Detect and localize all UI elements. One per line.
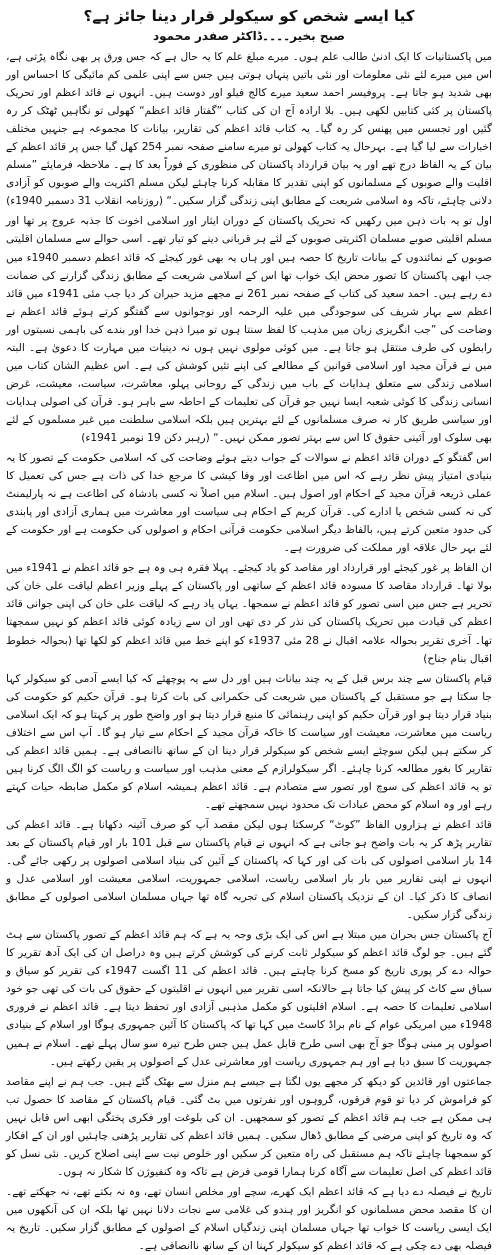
article-paragraph: ان الفاظ پر غور کیجئے اور قرارداد اور مقاصد کو یاد کیجئے۔ پہلا فقرہ ہی وہ ہے جو قائد اعظم نے 1941ء میں بولا تھا۔ قرارداد مقاصد کا مسودہ قائد اعظم کے ساتھی اور پاکستان کے پہلے وزیر اعظم لیاقت علی خان کی تحریر ہے جس میں اسی تصور کو قائد اعظم نے سمجھا۔ یہاں یاد رہے کہ لیاقت علی خان کی اپنی جوانی قائد اعظم کی قیادت میں تحریک پاکستان کی نذر کر دی تھی اور ان سے زیادہ کوئی قائد اعظم کو نہیں سمجھتا تھا۔ آخری تقریر بحوالہ علامہ اقبال نے 28 مئی 1937ء کو اپنے خط میں قائد اعظم کو لکھا تھا (بحوالہ خطوط اقبال بنام جناح)	[6, 562, 492, 665]
article-paragraph: قائد اعظم نے ہزاروں الفاظ ”کوٹ“ کرسکتا ہوں لیکن مقصد آپ کو صرف آئینہ دکھانا ہے۔ قائد اعظم کی تقاریر پڑھ کر یہ بات واضح ہو جاتی ہے کہ انہوں نے قیام پاکستان سے قبل 101 بار اور قیام پاکستان کے بعد 14 بار اسلامی اصولوں کی بات کی اور کہا کہ پاکستان کے آئین کی بنیاد اسلامی اصولوں پر رکھی جائے گی۔ انہوں نے اپنی تقاریر میں بار بار اسلامی ریاست، اسلامی جمہوریت، اسلامی معیشت اور اسلامی عدل و انصاف کا ذکر کیا۔ ان کے نزدیک پاکستان اسلام کی تجربہ گاہ تھا جہاں مسلمان اسلامی اصولوں کے مطابق زندگی گزار سکیں۔	[6, 818, 492, 922]
article-paragraph: قیام پاکستان سے چند برس قبل کے یہ چند بیانات ہیں اور دل سے یہ پوچھئے کہ کیا ایسے آدمی کو سیکولر کہا جا سکتا ہے جو مستقبل کے پاکستان میں شریعت کی حکمرانی کی بات کرتا ہو۔ قرآن حکیم کو حکومت کی بنیاد قرار دیتا ہو اور قرآن حکیم کو اپنی رہنمائی کا منبع قرار دیتا ہو اور واضح طور پر کہتا ہو کہ ایک اسلامی ریاست میں معاشرت، معیشت اور سیاست کا خاکہ قرآن مجید کے احکام سے تیار ہو گا۔ آپ اس سے اختلاف کر سکتے ہیں لیکن سوچئے ایسے شخص کو سیکولر قرار دینا ان کے ساتھ ناانصافی ہے۔ ہمیں قائد اعظم کی تقاریر کا بغور مطالعہ کرنا چاہئے۔ اگر سیکولرازم کے معنی مذہب اور سیاست و ریاست کو الگ الگ کرنا ہیں تو یہ قائد اعظم کی سوچ اور تصور سے متصادم ہے۔ قائد اعظم ہمیشہ اسلام کو مکمل ضابطہ حیات کہتے رہے اور وہ اسلام کو محض عبادات تک محدود نہیں سمجھتے تھے۔	[6, 672, 492, 811]
article-headline: کیا ایسے شخص کو سیکولر قرار دینا جائز ہے؟	[83, 7, 415, 25]
article-paragraph: آج پاکستان جس بحران میں مبتلا ہے اس کی ایک بڑی وجہ یہ ہے کہ ہم قائد اعظم کے تصور پاکستان سے ہٹ گئے ہیں۔ جو لوگ قائد اعظم کو سیکولر ثابت کرنے کی کوشش کرتے ہیں وہ دراصل ان کی ایک آدھ تقریر کا حوالہ دے کر پوری تاریخ کو مسخ کرنا چاہتے ہیں۔ قائد اعظم کی 11 اگست 1947ء کی تقریر کو سیاق و سباق سے کاٹ کر پیش کیا جاتا ہے حالانکہ اسی تقریر میں انہوں نے اقلیتوں کے حقوق کی بات کی تھی جو خود اسلامی تعلیمات کا حصہ ہے۔ اسلام اقلیتوں کو مکمل مذہبی آزادی اور تحفظ دیتا ہے۔ قائد اعظم نے فروری 1948ء میں امریکی عوام کے نام براڈ کاسٹ میں کہا تھا کہ پاکستان کا آئین جمہوری ہوگا اور اسلام کے بنیادی اصولوں پر مبنی ہوگا جو آج بھی اسی طرح قابل عمل ہیں جس طرح تیرہ سو سال پہلے تھے۔ اسلام نے ہمیں جمہوریت کا سبق دیا ہے اور ہم جمہوری ریاست اور معاشرتی عدل کے اصولوں پر یقین رکھتے ہیں۔	[6, 929, 493, 1068]
article-paragraph: میں پاکستانیات کا ایک ادنیٰ طالب علم ہوں۔ میرے مبلغ علم کا یہ حال ہے کہ جس ورق پر بھی نگاہ پڑتی ہے، اس میں میرے لئے نئی معلومات اور نئی باتیں پنہاں ہوتی ہیں جس سے اپنی علمی کم مائیگی کا احساس اور بھی شدید ہو جاتا ہے۔ پروفیسر احمد سعید میرے کالج فیلو اور دوست ہیں۔ انہوں نے قائد اعظم اور تحریک پاکستان پر کئی کتابیں لکھی ہیں۔ بلا ارادہ آج ان کی کتاب ”گفتار قائد اعظم“ کھولی تو نگاہیں ٹھٹک کر رہ گئیں اور تجسس میں پھنس کر رہ گیا۔ یہ کتاب قائد اعظم کی تقاریر، بیانات کا مجموعہ ہے جنہیں مختلف اخبارات سے لیا گیا ہے۔ بہرحال یہ کتاب کھولی تو میرے سامنے صفحہ نمبر 254 کھل گیا جس پر قائد اعظم کے بیان کے یہ الفاظ درج تھے اور یہ بیان قرارداد پاکستان کی منظوری کے فوراً بعد کا ہے۔ ملاحظہ فرمایئے ”مسلم اقلیت والے صوبوں کے مسلمانوں کو اپنی تقدیر کا مقابلہ کرنا چاہئے لیکن مسلم اکثریت والے صوبوں کو آزادی دلانی چاہئے، تاکہ وہ اسلامی شریعت کے مطابق اپنی زندگی گزار سکیں۔“ (روزنامہ انقلاب 31 دسمبر 1940ء)	[6, 51, 492, 208]
article-paragraph: جماعتوں اور قائدین کو دیکھ کر مجھے یوں لگتا ہے جیسے ہم منزل سے بھٹک گئے ہیں۔ جب ہم نے اپنے مقاصد کو فراموش کر دیا تو قوم فرقوں، گروہوں اور نفرتوں میں بٹ گئی۔ قیام پاکستان کے مقاصد کا حصول تب ہی ممکن ہے جب ہم قائد اعظم کے تصور کو سمجھیں۔ ان کی بلوغت اور فکری پختگی ابھی اس قابل نہیں کہ وہ تاریخ کو اپنی مرضی کے مطابق ڈھال سکیں۔ ہمیں قائد اعظم کی تقاریر پڑھنی چاہئیں اور ان کے افکار کو سمجھنا چاہئے تاکہ ہم مستقبل کی راہ متعین کر سکیں اور خلوص نیت سے اپنی اصلاح کریں۔ نئی نسل کو قائد اعظم کی اصل تعلیمات سے آگاہ کرنا ہمارا قومی فرض ہے تاکہ وہ کنفیوژن کا شکار نہ ہوں۔	[6, 1075, 492, 1178]
article-paragraph: اول تو یہ بات ذہن میں رکھیں کہ تحریک پاکستان کے دوران ایثار اور اسلامی اخوت کا جذبہ عروج پر تھا اور مسلم اقلیتی صوبے مسلمان اکثریتی صوبوں کے لئے ہر قربانی دینے کو تیار تھے۔ اسی حوالے سے مسلمان اقلیتی صوبوں کے نمائندوں کے بیانات تاریخ کا حصہ ہیں اور ہاں یہ بھی غور کیجئے کہ قائد اعظم دسمبر 1940ء میں جب ابھی پاکستان کا تصور محض ایک خواب تھا اس کے اسلامی شریعت کے مطابق زندگی گزارنے کی ضمانت دے رہے ہیں۔ احمد سعید کی کتاب کے صفحہ نمبر 261 نے مجھے مزید حیران کر دیا جب مئی 1941ء میں قائد اعظم سے بہار شریف کی سوجودگی میں علیہ الرحمہ اور نوجوانوں سے گفتگو کرتے ہوئے قائد اعظم نے وضاحت کی ”جب انگریزی زبان میں مذہب کا لفظ سنتا ہوں تو میرا ذہن خدا اور بندے کی باہمی نسبتوں اور رابطوں کی طرف منتقل ہو جاتا ہے۔ میں کوئی مولوی نہیں ہوں نہ دینیات میں مہارت کا دعویٰ ہے۔ البتہ میں نے قرآن مجید اور اسلامی قوانین کے مطالعے کی اپنے تئیں کوشش کی ہے۔ اس عظیم الشان کتاب میں اسلامی زندگی سے متعلق ہدایات کے باب میں زندگی کے روحانی پہلو، معاشرت، سیاست، معیشت، غرض انسانی زندگی کا کوئی شعبہ ایسا نہیں جو قرآن کی تعلیمات کے احاطہ سے باہر ہو۔ قرآن کی اصولی ہدایات اور سیاسی طریق کار نہ صرف مسلمانوں کے لئے بہترین ہیں بلکہ اسلامی سلطنت میں غیر مسلموں کے لئے بھی سلوک اور آئینی حقوق کا اس سے بہتر تصور ممکن نہیں۔“ (رہبر دکن 19 نومبر 1941ء)	[6, 215, 492, 444]
article-paragraph: تاریخ نے فیصلہ دے دیا ہے کہ قائد اعظم ایک کھرے، سچے اور مخلص انسان تھے، وہ نہ بکتے تھے، نہ جھکتے تھے۔ ان کا مقصد محض مسلمانوں کو انگریز اور ہندو کی غلامی سے نجات دلانا نہیں تھا بلکہ ان کی آنکھوں میں ایک ایسی ریاست کا خواب تھا جہاں مسلمان اپنی زندگیاں اسلام کے اصولوں کے مطابق گزار سکیں۔ تاریخ یہ فیصلہ بھی دے چکی ہے کہ قائد اعظم کو سیکولر کہنا ان کے ساتھ ناانصافی ہے۔	[6, 1185, 492, 1253]
article-paragraph: اس گفتگو کے دوران قائد اعظم نے سوالات کے جواب دیتے ہوئے وضاحت کی کہ اسلامی حکومت کے تصور کا یہ بنیادی امتیاز پیش نظر رہے کہ اس میں اطاعت اور وفا کیشی کا مرجع خدا کی ذات ہے جس کی تعمیل کا عملی ذریعہ قرآن مجید کے احکام اور اصول ہیں۔ اسلام میں اصلاً نہ کسی بادشاہ کی اطاعت ہے نہ پارلیمنٹ کی نہ کسی شخص یا ادارے کی۔ قرآن کریم کے احکام ہی سیاست اور معاشرت میں ہماری آزادی اور پابندی کی حدود متعین کرتے ہیں، بالفاظ دیگر اسلامی حکومت قرآنی احکام و اصولوں کی حکومت ہے اور حکومت کے لئے بہر حال علاقہ اور مملکت کی ضرورت ہے۔	[6, 452, 492, 555]
article-body	[6, 48, 492, 1255]
article-byline: صبح بخیر۔۔۔۔ڈاکٹر صفدر محمود	[153, 29, 345, 43]
